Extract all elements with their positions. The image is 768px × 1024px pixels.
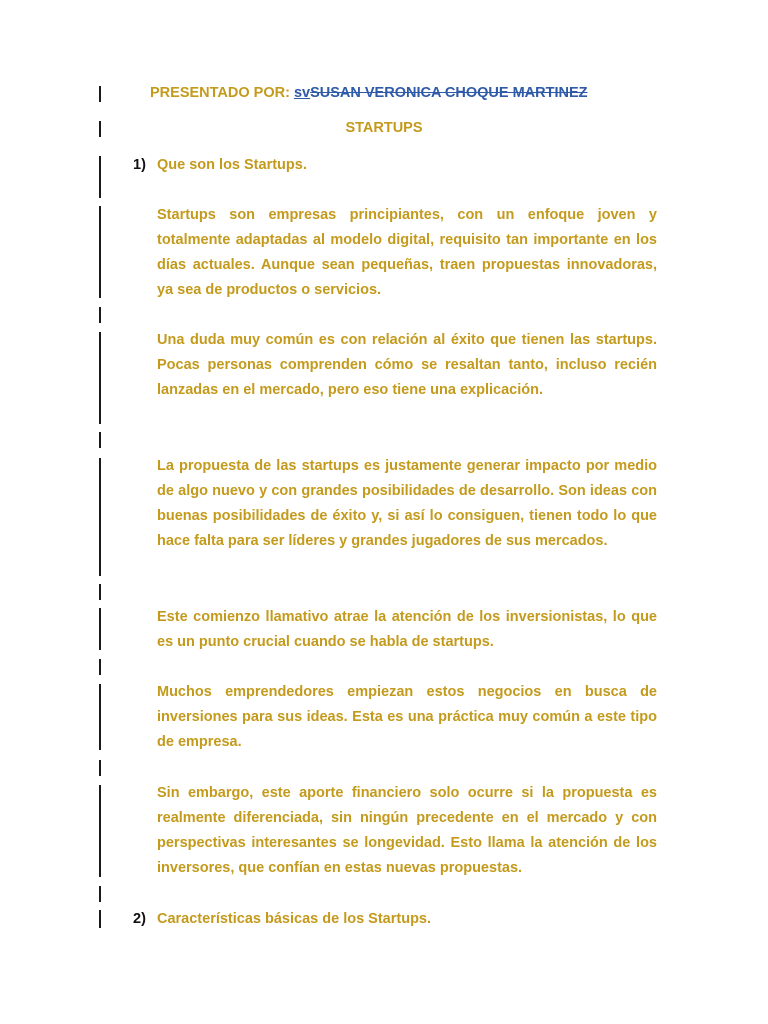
change-bar [99,458,101,576]
presenter-line [150,85,587,101]
question-heading: Que son los Startups. [157,157,307,173]
inserted-initials: sv [293,85,311,101]
question-heading: Características básicas de los Startups. [157,911,432,927]
paragraph: Este comienzo llamativo atrae la atención de los inversionistas, lo que es un punto crucial cuando se habla de startups. [157,609,657,650]
change-bar [99,307,101,323]
change-bar [99,760,101,776]
change-bar [99,206,101,298]
change-bar [99,156,101,198]
change-bar [99,584,101,600]
paragraph: La propuesta de las startups es justamente generar impacto por medio de algo nuevo y con grandes posibilidades de desarrollo. Son ideas con buenas posibilidades de éxito y, si así lo consiguen, tienen todo lo que hace falta para ser líderes y grandes jugadores de sus mercados. [157,458,657,549]
change-bar [99,86,101,102]
paragraph: Sin embargo, este aporte financiero solo ocurre si la propuesta es realmente diferenciada, sin ningún precedente en el mercado y con perspectivas interesantes se longevidad. Esto llama la atención de los inversores, que confían en estas nuevas propuestas. [157,785,657,876]
change-bar [99,684,101,750]
question-number: 1) [133,157,146,173]
change-bar [99,659,101,675]
change-bar [99,886,101,902]
presenter-label: PRESENTADO POR: [150,85,290,101]
title-text: STARTUPS [345,120,423,136]
paragraph: Una duda muy común es con relación al éxito que tienen las startups. Pocas personas comprenden cómo se resaltan tanto, incluso recién lanzadas en el mercado, pero eso tiene una explicación. [157,332,657,398]
change-bar [99,910,101,928]
change-bar [99,432,101,448]
question-number: 2) [133,911,146,927]
paragraph: Muchos emprendedores empiezan estos negocios en busca de inversiones para sus ideas. Esta es una práctica muy común a este tipo de empresa. [157,684,657,750]
paragraph: Startups son empresas principiantes, con un enfoque joven y totalmente adaptadas al modelo digital, requisito tan importante en los días actuales. Aunque sean pequeñas, traen propuestas innovadoras, ya sea de productos o servicios. [157,207,657,298]
change-bar [99,332,101,424]
change-bar [99,608,101,650]
document-title [0,120,768,136]
deleted-presenter-name: SUSAN VERONICA CHOQUE MARTINEZ [310,85,588,101]
change-bar [99,785,101,877]
